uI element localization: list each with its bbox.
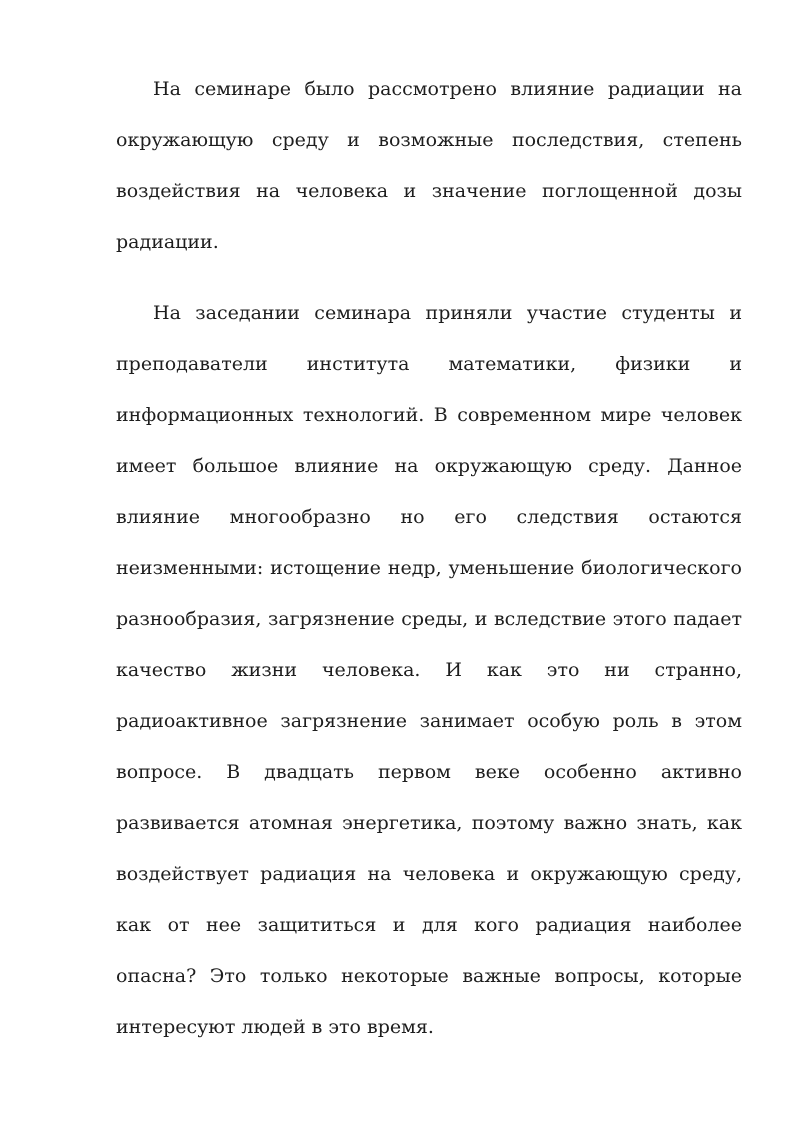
paragraph-seminar-participants: На заседании семинара приняли участие студенты и преподаватели института математики, физики и информационных технологий. В современном мире человек имеет большое влияние на окружающую среду. Данное влияние многообразно но его следствия остаются неизменными: истощение недр, уменьшение биологического разнообразия, загрязнение среды, и вследствие этого падает качество жизни человека. И как это ни странно, радиоактивное загрязнение занимает особую роль в этом вопросе. В двадцать первом веке особенно активно развивается атомная энергетика, поэтому важно знать, как воздействует радиация на человека и окружающую среду, как от нее защититься и для кого радиация наиболее опасна? Это только некоторые важные вопросы, которые интересуют людей в это время. [116,302,742,1038]
document-body [116,64,742,1073]
paragraph-seminar-summary: На семинаре было рассмотрено влияние радиации на окружающую среду и возможные последствия, степень воздействия на человека и значение поглощенной дозы радиации. [116,78,742,253]
